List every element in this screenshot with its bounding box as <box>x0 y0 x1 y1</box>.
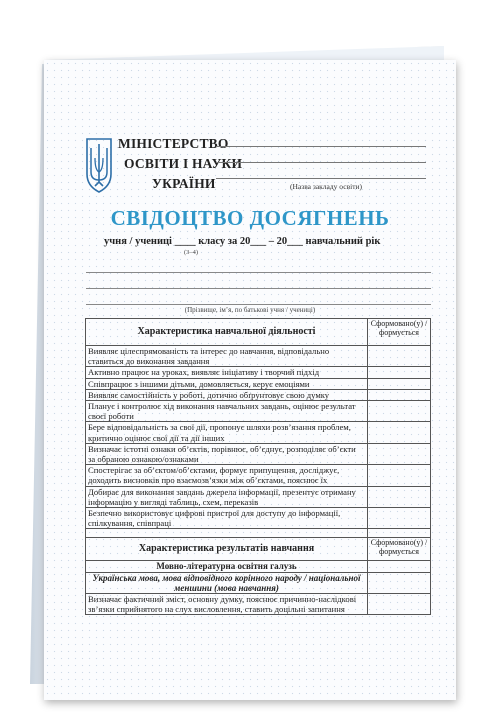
student-name-line-2 <box>86 288 431 289</box>
area-row <box>86 561 431 572</box>
activity-criterion: Виявляє цілеспрямованість та інтерес до навчання, відповідально ставиться до виконання завдання <box>86 346 368 367</box>
ministry-line-1: МІНІСТЕРСТВО <box>118 136 229 151</box>
activity-criterion: Бере відповідальність за свої дії, пропонує шляхи розв’язання проблем, критично оцінює свої дії та дії інших <box>86 422 368 443</box>
mark-cell[interactable] <box>368 593 431 614</box>
mark-cell[interactable] <box>368 378 431 389</box>
document-title: СВІДОЦТВО ДОСЯГНЕНЬ <box>110 206 390 230</box>
activity-criterion: Визначає істотні ознаки об’єктів, порівнює, об’єднує, розподіляє об’єкти за обраною ознакою/ознаками <box>86 443 368 464</box>
activity-criterion: Безпечно використовує цифрові пристрої для доступу до інформації, спілкування, співпраці <box>86 508 368 529</box>
grade-range: (3–4) <box>184 249 199 256</box>
activity-header: Характеристика навчальної діяльності <box>86 319 368 346</box>
student-class-line: учня / учениці ____ класу за 20___ – 20___ навчальний рік <box>104 236 381 247</box>
mark-cell[interactable] <box>368 346 431 367</box>
table-row <box>86 389 431 400</box>
activity-header-row <box>86 319 431 346</box>
blank-cell <box>86 529 368 538</box>
ministry-line-3: УКРАЇНИ <box>152 176 216 191</box>
mark-cell[interactable] <box>368 401 431 422</box>
table-row <box>86 508 431 529</box>
student-name-line-1 <box>86 272 431 273</box>
table-row <box>86 367 431 378</box>
table-row <box>86 593 431 614</box>
subject-name: Українська мова, мова відповідного корінного народу / національної меншини (мова навчання) <box>86 572 368 593</box>
school-name-line-1 <box>216 146 426 147</box>
results-header: Характеристика результатів навчання <box>86 538 368 561</box>
certificate-page <box>44 60 456 700</box>
table-row <box>86 486 431 507</box>
results-header-row <box>86 538 431 561</box>
mark-cell-area <box>368 561 431 572</box>
table-row-blank <box>86 529 431 538</box>
trident-emblem-icon <box>84 136 114 194</box>
table-row <box>86 378 431 389</box>
ministry-line-2: ОСВІТИ І НАУКИ <box>124 156 243 171</box>
school-name-line-2 <box>216 162 426 163</box>
school-name-line-3 <box>216 178 426 179</box>
activity-criterion: Активно працює на уроках, виявляє ініціативу і творчий підхід <box>86 367 368 378</box>
blank-mark-cell <box>368 529 431 538</box>
mark-cell-subject <box>368 572 431 593</box>
school-caption: (Назва закладу освіти) <box>290 182 362 191</box>
result-criterion: Визначає фактичний зміст, основну думку, пояснює причинно-наслідкові зв’язки сприйнятого на слух висловлення, ставить доцільні запитання <box>86 593 368 614</box>
subject-area: Мовно-літературна освітня галузь <box>86 561 368 572</box>
table-row <box>86 346 431 367</box>
table-row <box>86 443 431 464</box>
mark-cell[interactable] <box>368 443 431 464</box>
mark-cell[interactable] <box>368 367 431 378</box>
activity-criterion: Співпрацює з іншими дітьми, домовляється, керує емоціями <box>86 378 368 389</box>
activity-criterion: Виявляє самостійність у роботі, дотично обґрунтовує свою думку <box>86 389 368 400</box>
table-row <box>86 401 431 422</box>
table-row <box>86 422 431 443</box>
achievement-table <box>85 318 431 615</box>
mark-cell[interactable] <box>368 508 431 529</box>
mark-cell[interactable] <box>368 389 431 400</box>
mark-cell[interactable] <box>368 486 431 507</box>
activity-mark-header: Сформовано(у) / формується <box>368 319 431 346</box>
activity-criterion: Планує і контролює хід виконання навчальних завдань, оцінює результат своєї роботи <box>86 401 368 422</box>
activity-criterion: Спостерігає за об’єктом/об’єктами, формує припущення, досліджує, доходить висновків про взаємозв’язки між об’єктами, пояснює їх <box>86 465 368 486</box>
results-mark-header: Сформовано(у) / формується <box>368 538 431 561</box>
activity-criterion: Добирає для виконання завдань джерела інформації, презентує отриману інформацію у вигляді таблиць, схем, переказів <box>86 486 368 507</box>
table-row <box>86 465 431 486</box>
mark-cell[interactable] <box>368 465 431 486</box>
ministry-name <box>118 134 258 194</box>
subject-row <box>86 572 431 593</box>
mark-cell[interactable] <box>368 422 431 443</box>
student-name-caption: (Прізвище, ім’я, по батькові учня / учениці) <box>184 306 316 314</box>
student-name-line-3 <box>86 304 431 305</box>
